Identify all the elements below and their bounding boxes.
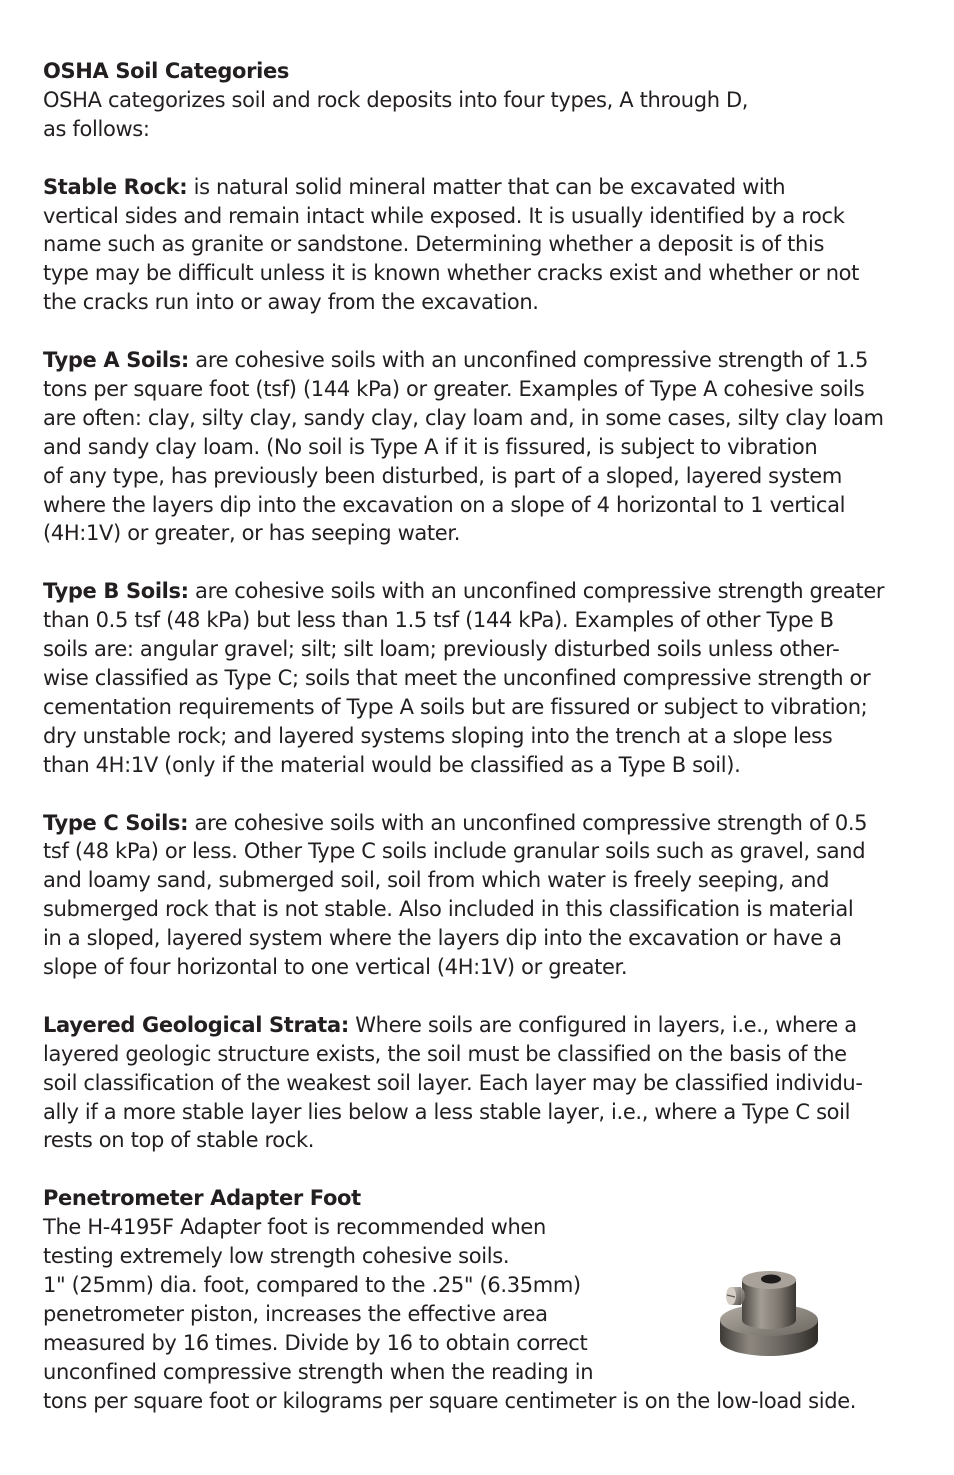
text-line: and sandy clay loam. (No soil is Type A if it is fissured, is subject to vibration xyxy=(43,434,818,459)
text-line: in a sloped, layered system where the layers dip into the excavation or have a xyxy=(43,926,842,951)
type-c-section xyxy=(43,809,923,982)
term-title: Type C Soils: xyxy=(43,810,189,835)
text-line: and loamy sand, submerged soil, soil from which water is freely seeping, and xyxy=(43,868,830,893)
text-line: tons per square foot or kilograms per square centimeter is on the low-load side. xyxy=(43,1388,857,1413)
text-line: soils are: angular gravel; silt; silt loam; previously disturbed soils unless other- xyxy=(43,637,840,662)
text-line: where the layers dip into the excavation on a slope of 4 horizontal to 1 vertical xyxy=(43,492,846,517)
adapter-foot-photo xyxy=(714,1262,824,1362)
text-line: layered geologic structure exists, the soil must be classified on the basis of the xyxy=(43,1041,847,1066)
text-line: are often: clay, silty clay, sandy clay, clay loam and, in some cases, silty clay loam xyxy=(43,405,884,430)
text-line: penetrometer piston, increases the effective area xyxy=(43,1301,548,1326)
text-line xyxy=(43,577,923,606)
text-line: as follows: xyxy=(43,116,150,141)
text-line: than 0.5 tsf (48 kPa) but less than 1.5 tsf (144 kPa). Examples of other Type B xyxy=(43,608,834,633)
adapter-foot-section xyxy=(43,1184,923,1415)
text-line: (4H:1V) or greater, or has seeping water. xyxy=(43,521,461,546)
text-line: dry unstable rock; and layered systems sloping into the trench at a slope less xyxy=(43,723,833,748)
text-line: measured by 16 times. Divide by 16 to obtain correct xyxy=(43,1330,588,1355)
text-line: ally if a more stable layer lies below a less stable layer, i.e., where a Type C soil xyxy=(43,1099,851,1124)
text-line: OSHA categorizes soil and rock deposits into four types, A through D, xyxy=(43,87,749,112)
text-line: name such as granite or sandstone. Determining whether a deposit is of this xyxy=(43,232,825,257)
term-title: Layered Geological Strata: xyxy=(43,1012,349,1037)
term-text: are cohesive soils with an unconfined compressive strength of 0.5 xyxy=(188,810,868,835)
term-title: Stable Rock: xyxy=(43,174,188,199)
type-b-section xyxy=(43,577,923,779)
term-title: Type B Soils: xyxy=(43,579,189,604)
layered-strata-section xyxy=(43,1011,923,1156)
text-line: tsf (48 kPa) or less. Other Type C soils include granular soils such as gravel, sand xyxy=(43,839,866,864)
text-line xyxy=(43,1011,923,1040)
text-line: submerged rock that is not stable. Also included in this classification is material xyxy=(43,897,854,922)
text-line: tons per square foot (tsf) (144 kPa) or greater. Examples of Type A cohesive soils xyxy=(43,376,865,401)
text-line: cementation requirements of Type A soils but are fissured or subject to vibration; xyxy=(43,694,868,719)
text-line: type may be difficult unless it is known whether cracks exist and whether or not xyxy=(43,261,860,286)
text-line: unconfined compressive strength when the reading in xyxy=(43,1359,594,1384)
text-line: 1" (25mm) dia. foot, compared to the .25" (6.35mm) xyxy=(43,1272,581,1297)
text-line: slope of four horizontal to one vertical (4H:1V) or greater. xyxy=(43,955,628,980)
text-line: The H-4195F Adapter foot is recommended when xyxy=(43,1215,546,1240)
stable-rock-section xyxy=(43,173,923,318)
text-line xyxy=(43,346,923,375)
text-line xyxy=(43,173,923,202)
text-line: the cracks run into or away from the excavation. xyxy=(43,290,539,315)
type-a-section xyxy=(43,346,923,548)
text-line: wise classified as Type C; soils that meet the unconfined compressive strength or xyxy=(43,665,871,690)
text-line: rests on top of stable rock. xyxy=(43,1128,315,1153)
text-line: than 4H:1V (only if the material would be classified as a Type B soil). xyxy=(43,752,741,777)
text-line: of any type, has previously been disturbed, is part of a sloped, layered system xyxy=(43,463,842,488)
term-title: Type A Soils: xyxy=(43,348,189,373)
document-page xyxy=(43,57,923,1416)
intro-section xyxy=(43,57,923,144)
text-line: vertical sides and remain intact while exposed. It is usually identified by a rock xyxy=(43,203,845,228)
text-line xyxy=(43,809,923,838)
section-heading: Penetrometer Adapter Foot xyxy=(43,1186,361,1211)
term-text: Where soils are configured in layers, i.e., where a xyxy=(348,1012,857,1037)
text-line: testing extremely low strength cohesive soils. xyxy=(43,1244,510,1269)
term-text: are cohesive soils with an unconfined compressive strength greater xyxy=(188,579,885,604)
text-line: soil classification of the weakest soil layer. Each layer may be classified individu- xyxy=(43,1070,863,1095)
section-heading: OSHA Soil Categories xyxy=(43,59,289,83)
term-text: are cohesive soils with an unconfined compressive strength of 1.5 xyxy=(188,348,868,373)
term-text: is natural solid mineral matter that can be excavated with xyxy=(187,174,786,199)
